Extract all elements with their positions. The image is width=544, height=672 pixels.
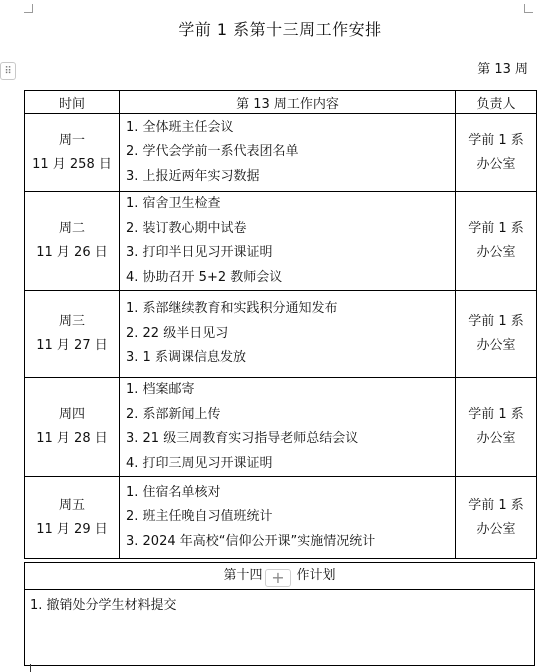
owner-cell — [456, 192, 537, 291]
owner-name: 学前 1 系 — [468, 314, 524, 329]
weekday: 周三 — [58, 314, 85, 329]
weekday: 周五 — [58, 497, 85, 513]
task-item: 2. 装订教心期中试卷 — [126, 220, 247, 236]
task-item: 2. 班主任晚自习值班统计 — [126, 509, 273, 525]
task-item: 3. 上报近两年实习数据 — [126, 168, 260, 184]
next-week-body[interactable] — [25, 590, 534, 617]
owner-name: 学前 1 系 — [468, 497, 524, 513]
page-margin-marker — [30, 664, 31, 672]
day-cell — [25, 477, 120, 559]
task-item: 2. 22 级半日见习 — [126, 325, 229, 341]
table-row — [25, 477, 537, 559]
table-row — [25, 114, 537, 192]
date: 11 月 258 日 — [32, 156, 112, 172]
task-item: 1. 全体班主任会议 — [126, 119, 234, 135]
tasks-cell[interactable] — [120, 192, 456, 291]
document-title: 学前 1 系第十三周工作安排 — [178, 20, 382, 39]
day-cell — [25, 291, 120, 378]
owner-cell — [456, 291, 537, 378]
crop-mark-top-left — [24, 4, 33, 13]
owner-name: 学前 1 系 — [468, 221, 524, 236]
table-row — [25, 291, 537, 378]
add-row-button[interactable] — [265, 569, 291, 587]
table-move-handle-icon[interactable]: ⠿ — [0, 62, 16, 80]
header-owner: 负责人 — [456, 91, 537, 114]
task-item: 1. 档案邮寄 — [126, 382, 195, 397]
task-item: 3. 2024 年高校“信仰公开课”实施情况统计 — [126, 533, 376, 549]
owner-office: 办公室 — [476, 521, 516, 537]
task-item: 4. 打印三周见习开课证明 — [126, 455, 273, 471]
task-item: 3. 21 级三周教育实习指导老师总结会议 — [126, 431, 359, 446]
plan-item: 1. 撤销处分学生材料提交 — [30, 598, 177, 613]
table-row — [25, 378, 537, 477]
owner-cell — [456, 114, 537, 192]
table-row — [25, 192, 537, 291]
task-item: 1. 宿舍卫生检查 — [126, 196, 221, 211]
owner-name: 学前 1 系 — [468, 407, 524, 422]
owner-office: 办公室 — [476, 338, 516, 353]
day-cell — [25, 114, 120, 192]
task-item: 3. 1 系调课信息发放 — [126, 350, 246, 366]
weekday: 周四 — [58, 407, 85, 422]
task-item: 1. 系部继续教育和实践积分通知发布 — [126, 301, 338, 317]
owner-cell — [456, 477, 537, 559]
next-week-header-right: 作计划 — [296, 568, 336, 583]
crop-mark-top-right — [524, 4, 533, 13]
tasks-cell[interactable] — [120, 291, 456, 378]
date: 11 月 26 日 — [36, 245, 108, 260]
task-item: 4. 协助召开 5+2 教师会议 — [126, 269, 283, 285]
tasks-cell[interactable] — [120, 477, 456, 559]
schedule-table — [24, 90, 537, 559]
tasks-cell[interactable] — [120, 378, 456, 477]
table-header-row — [25, 91, 537, 114]
task-item: 2. 系部新闻上传 — [126, 406, 221, 422]
weekday: 周一 — [58, 132, 85, 148]
owner-office: 办公室 — [476, 431, 516, 446]
date: 11 月 28 日 — [36, 431, 108, 446]
task-item: 3. 打印半日见习开课证明 — [126, 245, 273, 260]
header-day: 时间 — [25, 91, 120, 114]
task-item: 1. 住宿名单核对 — [126, 484, 221, 500]
next-week-header — [25, 563, 534, 590]
day-cell — [25, 192, 120, 291]
owner-name: 学前 1 系 — [468, 132, 524, 148]
header-content: 第 13 周工作内容 — [120, 91, 456, 114]
tasks-cell[interactable] — [120, 114, 456, 192]
next-week-header-left: 第十四 — [223, 568, 263, 583]
plus-icon: + — [271, 568, 285, 587]
week-label: 第 13 周 — [477, 62, 528, 77]
weekday: 周二 — [58, 221, 85, 236]
date: 11 月 29 日 — [36, 521, 108, 537]
owner-office: 办公室 — [476, 245, 516, 260]
day-cell — [25, 378, 120, 477]
next-week-plan-table — [24, 562, 535, 666]
date: 11 月 27 日 — [36, 338, 108, 353]
owner-office: 办公室 — [476, 156, 516, 172]
owner-cell — [456, 378, 537, 477]
task-item: 2. 学代会学前一系代表团名单 — [126, 144, 299, 160]
